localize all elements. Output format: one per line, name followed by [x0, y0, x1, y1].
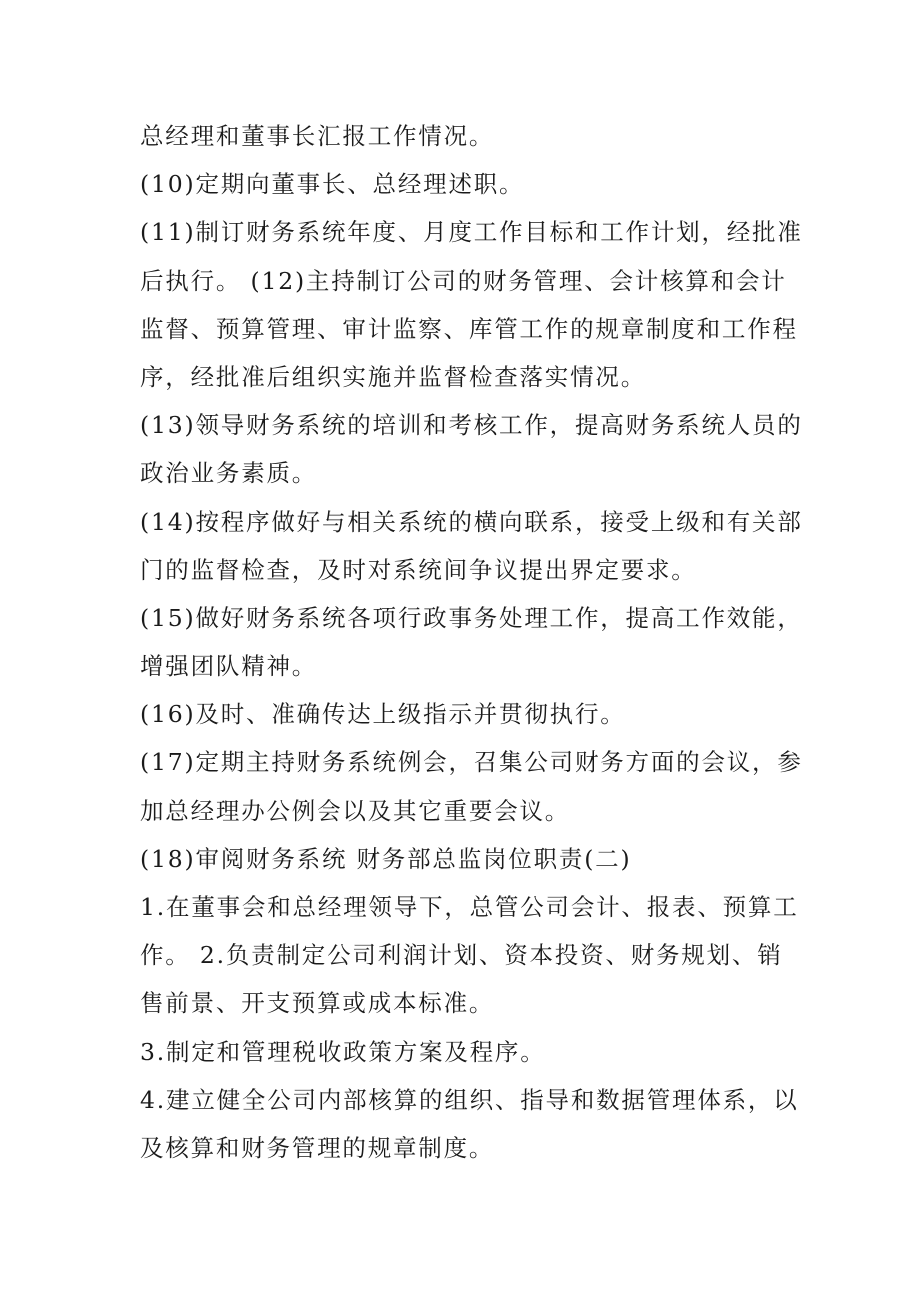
- text-line: 序，经批准后组织实施并监督检查落实情况。: [140, 362, 646, 391]
- text-line: 3.制定和管理税收政策方案及程序。: [140, 1037, 546, 1066]
- text-line: (15)做好财务系统各项行政事务处理工作，提高工作效能，: [140, 603, 803, 632]
- text-line: 作。 2.负责制定公司利润计划、资本投资、财务规划、销: [140, 941, 783, 970]
- text-line: 监督、预算管理、审计监察、库管工作的规章制度和工作程: [140, 314, 798, 343]
- text-line: (10)定期向董事长、总经理述职。: [140, 170, 525, 199]
- text-line: 后执行。 (12)主持制订公司的财务管理、会计核算和会计: [140, 266, 787, 295]
- text-line: (14)按程序做好与相关系统的横向联系，接受上级和有关部: [140, 507, 803, 536]
- text-line: (11)制订财务系统年度、月度工作目标和工作计划，经批准: [140, 218, 803, 247]
- text-line: 售前景、开支预算或成本标准。: [140, 989, 495, 1018]
- text-line: (18)审阅财务系统 财务部总监岗位职责(二): [140, 844, 632, 873]
- text-line: 加总经理办公例会以及其它重要会议。: [140, 796, 571, 825]
- text-line: 总经理和董事长汇报工作情况。: [140, 122, 495, 150]
- text-line: 1.在董事会和总经理领导下，总管公司会计、报表、预算工: [140, 893, 799, 921]
- text-line: 及核算和财务管理的规章制度。: [140, 1133, 495, 1162]
- text-line: 4.建立健全公司内部核算的组织、指导和数据管理体系，以: [140, 1085, 799, 1114]
- text-line: (16)及时、准确传达上级指示并贯彻执行。: [140, 700, 626, 729]
- text-line: 门的监督检查，及时对系统间争议提出界定要求。: [140, 555, 697, 584]
- text-line: 增强团队精神。: [140, 652, 318, 681]
- text-line: 政治业务素质。: [140, 459, 318, 488]
- document-body: [140, 112, 803, 1172]
- text-line: (13)领导财务系统的培训和考核工作，提高财务系统人员的: [140, 411, 803, 440]
- text-line: (17)定期主持财务系统例会，召集公司财务方面的会议，参: [140, 748, 803, 777]
